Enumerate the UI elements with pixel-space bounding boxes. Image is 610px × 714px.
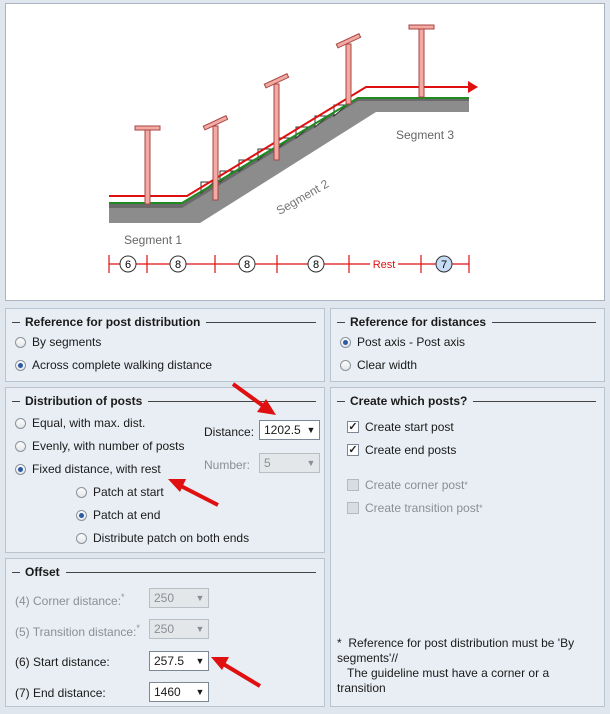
segment3-label: Segment 3 [396, 128, 455, 142]
chevron-down-icon: ▼ [195, 593, 205, 603]
ref-post-title: Reference for post distribution [25, 315, 201, 329]
radio-evenly-number[interactable]: Evenly, with number of posts [15, 439, 185, 453]
dimension-line [109, 255, 469, 273]
radio-by-segments[interactable]: By segments [15, 335, 101, 349]
radio-post-axis[interactable]: Post axis - Post axis [340, 335, 465, 349]
check-icon: ✓ [348, 444, 358, 456]
posts [135, 25, 434, 204]
stair-preview [5, 3, 605, 301]
radio-patch-both[interactable]: Distribute patch on both ends [76, 531, 249, 545]
dim-label: 6 [124, 259, 132, 271]
corner-distance-label: (4) Corner distance:* [15, 592, 125, 608]
radio-patch-end[interactable]: Patch at end [76, 508, 160, 522]
dim-label: 7 [440, 259, 448, 271]
transition-distance-combo[interactable]: 250 ▼ [149, 619, 209, 639]
radio-equal-max[interactable]: Equal, with max. dist. [15, 416, 145, 430]
footnote: * Reference for post distribution must be 'By segments'// The guideline must have a corner or a transition [337, 636, 575, 695]
walking-line-arrowhead [468, 81, 478, 93]
end-distance-label: (7) End distance: [15, 686, 106, 700]
checkbox-end-posts[interactable]: ✓ Create end posts [348, 443, 457, 457]
distribution-title: Distribution of posts [25, 394, 143, 408]
offset-group [5, 558, 325, 707]
distance-combo[interactable]: 1202.5 ▼ [259, 420, 320, 440]
ref-dist-title: Reference for distances [350, 315, 487, 329]
distribution-group [5, 387, 325, 553]
chevron-down-icon: ▼ [306, 458, 316, 468]
start-distance-combo[interactable]: 257.5 ▼ [149, 651, 209, 671]
corner-distance-combo[interactable]: 250 ▼ [149, 588, 209, 608]
transition-distance-label: (5) Transition distance:* [15, 623, 140, 639]
distance-label: Distance: [204, 425, 255, 439]
dim-label-rest: Rest [372, 259, 396, 271]
end-distance-combo[interactable]: 1460 ▼ [149, 682, 209, 702]
which-posts-title: Create which posts? [350, 394, 468, 408]
radio-patch-start[interactable]: Patch at start [76, 485, 164, 499]
radio-clear-width[interactable]: Clear width [340, 358, 417, 372]
chevron-down-icon: ▼ [195, 656, 205, 666]
dim-label: 8 [312, 259, 320, 271]
chevron-down-icon: ▼ [195, 687, 205, 697]
checkbox-transition-post[interactable]: Create transition post * [347, 501, 483, 515]
dim-label: 8 [174, 259, 182, 271]
chevron-down-icon: ▼ [195, 624, 205, 634]
number-combo[interactable]: 5 ▼ [259, 453, 320, 473]
checkbox-corner-post[interactable]: Create corner post * [347, 478, 468, 492]
start-distance-label: (6) Start distance: [15, 655, 110, 669]
stair-drawing [6, 4, 606, 302]
chevron-down-icon: ▼ [306, 425, 316, 435]
radio-fixed-distance[interactable]: Fixed distance, with rest [15, 462, 161, 476]
number-label: Number: [204, 458, 251, 472]
radio-across-complete[interactable]: Across complete walking distance [15, 358, 212, 372]
segment1-label: Segment 1 [124, 233, 183, 247]
offset-title: Offset [25, 565, 60, 579]
dim-label: 8 [243, 259, 251, 271]
segment2-label: Segment 2 [273, 176, 332, 218]
check-icon: ✓ [348, 421, 358, 433]
ref-post-group [5, 308, 325, 382]
ref-dist-group [330, 308, 605, 382]
checkbox-start-post[interactable]: ✓ Create start post [348, 420, 454, 434]
